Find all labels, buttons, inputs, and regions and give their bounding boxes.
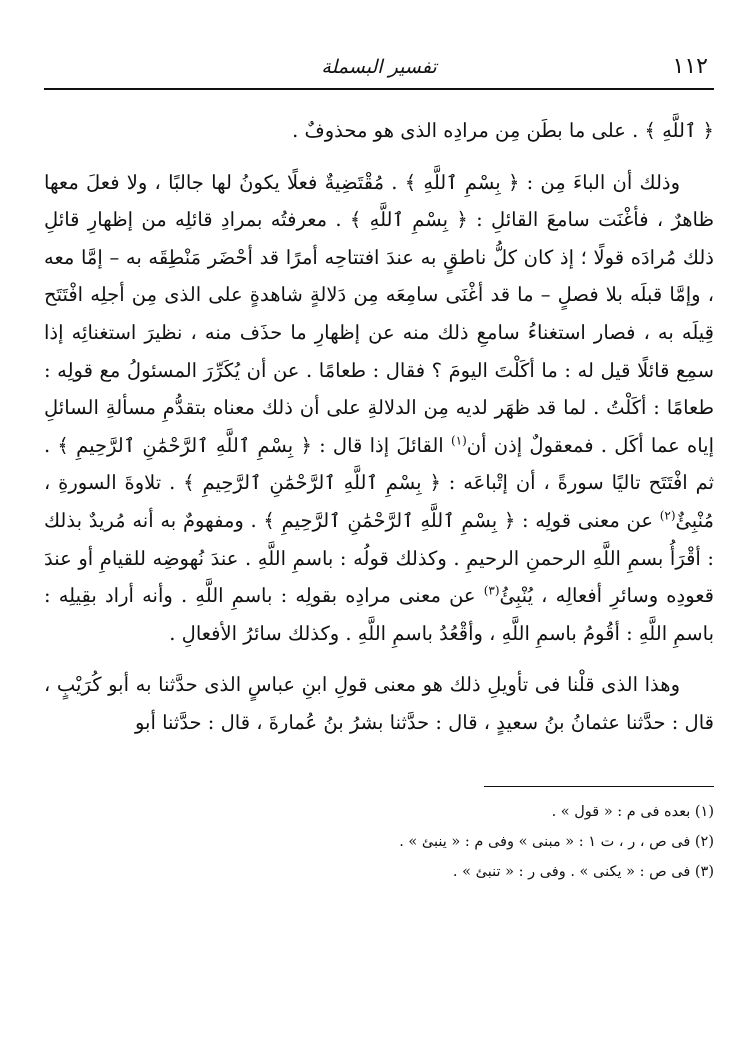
book-page <box>44 44 714 1044</box>
footnote-2: (٢) فى ص ، ر ، ت ١ : « مبنى » وفى م : « ينبئ » . <box>399 833 714 850</box>
paragraph-2-part-a: وذلك أن الباءَ مِن : ﴿ بِسْمِ ٱللَّهِ ﴾ . مُقْتَضِيةٌ فعلًا يكونُ لها جالبًا ، ولا فعلَ معها ظاهرٌ ، فأغْنَت سامعَ القائلِ : ﴿ بِسْمِ ٱللَّهِ ﴾ . معرفتُه بمرادِ قائلِه من إظهارِ قائلِ ذلك مُرادَه قولًا ؛ إذ كان كلُّ ناطقٍ به عندَ افتتاحِه أمرًا قد أحْضَر مَنْطِقَه به – إمَّا معه ، وإمَّا قبلَه بلا فصلٍ – ما قد أغْنَى سامِعَه مِن دَلالةٍ شاهدةٍ على الذى مِن أجلِه افْتَتَح قِيلَه به ، فصار استغناءُ سامعِ ذلك منه عن إظهارِ ما حذَف منه ، نظيرَ استغنائِه إذا سمِع قائلًا قيل له : ما أكَلْتَ اليومَ ؟ فقال : طعامًا . عن أن يُكَرِّرَ المسئولُ مع قولِه : طعامًا : أكَلْتُ . لما قد ظهَر لديه مِن الدلالةِ على أن ذلك معناه بتقدُّمِ مسألةِ السائلِ إياه عما أكَل . فمعقولٌ إذن أن <box>44 170 714 457</box>
footnote-3: (٣) فى ص : « يكنى » . وفى ر : « تنبئ » . <box>452 863 714 880</box>
paragraph-2-part-d: عن معنى مرادِه بقولِه : باسمِ اللَّهِ . وأنه أراد بقِيلِه : باسمِ اللَّهِ : أقُومُ باسمِ اللَّهِ ، وأقْعُدُ باسمِ اللَّهِ . وكذلك سائرُ الأفعالِ . <box>44 584 714 645</box>
paragraph-3: وهذا الذى قلْنا فى تأويلِ ذلك هو معنى قولِ ابنِ عباسٍ الذى حدَّثنا به أبو كُرَيْبٍ ، قال : حدَّثنا عثمانُ بنُ سعيدٍ ، قال : حدَّثنا بشرُ بنُ عُمارةَ ، قال : حدَّثنا أبو <box>44 673 714 734</box>
paragraph-2 <box>44 164 714 653</box>
main-text <box>44 112 714 742</box>
running-header <box>44 44 714 90</box>
footnote-divider <box>484 786 714 787</box>
footnote-1: (١) بعده فى م : « قول » . <box>551 803 714 820</box>
footnotes <box>44 797 714 887</box>
page-number: ١١٢ <box>672 54 708 79</box>
footnote-ref-1[interactable]: (١) <box>450 433 467 448</box>
paragraph-2-part-b: القائلَ إذا قال : ﴿ بِسْمِ ٱللَّهِ ٱلرَّحْمَٰنِ ٱلرَّحِيمِ ﴾ . ثم افْتَتَح تاليًا سورةً ، أن إتْباعَه : ﴿ بِسْمِ ٱللَّهِ ٱلرَّحْمَٰنِ ٱلرَّحِيمِ ﴾ . تلاوةَ السورةِ ، مُنْبِئٌ <box>44 433 714 532</box>
paragraph-2-part-c: عن معنى قولِه : ﴿ بِسْمِ ٱللَّهِ ٱلرَّحْمَٰنِ ٱلرَّحِيمِ ﴾ . ومفهومٌ به أنه مُريدٌ بذلك : أقْرَأُ بسمِ اللَّهِ الرحمنِ الرحيمِ . وكذلك قولُه : باسمِ اللَّهِ . عندَ نُهوضِه للقيامِ أو عندَ قعودِه وسائرِ أفعالِه ، يُنْبِئُ <box>44 508 715 608</box>
chapter-title: تفسير البسملة <box>321 56 437 78</box>
footnote-ref-2[interactable]: (٢) <box>659 508 676 523</box>
paragraph-1: ﴿ ٱللَّهِ ﴾ . على ما بطَن مِن مرادِه الذى هو محذوفٌ . <box>292 119 714 142</box>
footnote-ref-3[interactable]: (٣) <box>483 583 500 598</box>
